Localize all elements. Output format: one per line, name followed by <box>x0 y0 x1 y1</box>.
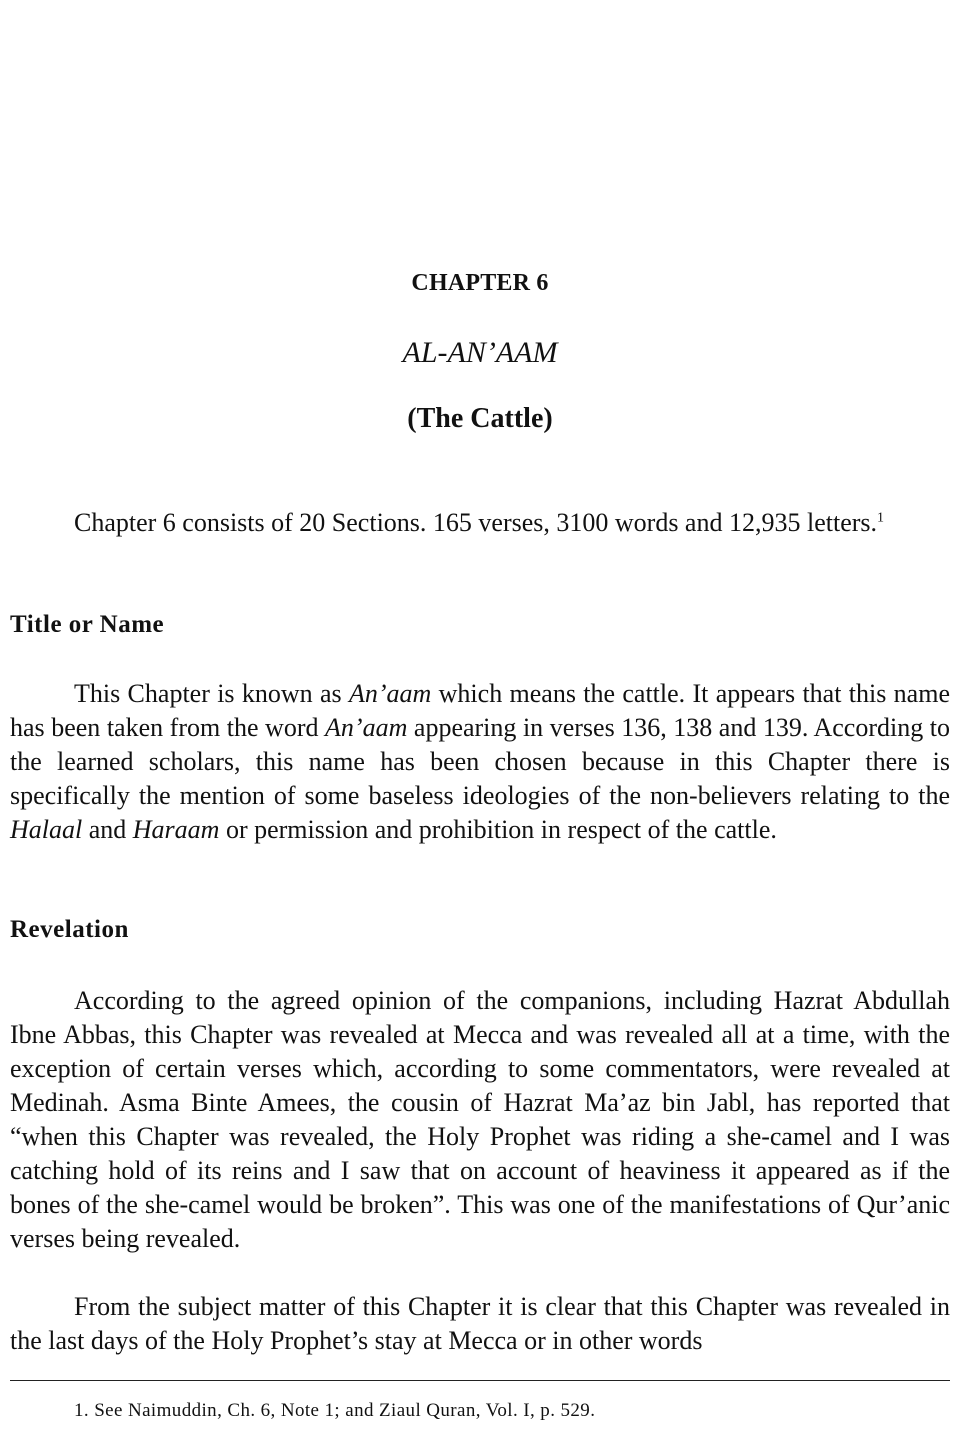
italic-term: An’aam <box>325 713 408 742</box>
text-run: or permission and prohibition in respect of the cattle. <box>219 815 777 844</box>
text-run: This Chapter is known as <box>74 679 349 708</box>
chapter-number: CHAPTER 6 <box>411 270 549 296</box>
footnote-reference: 1 <box>877 510 885 526</box>
chapter-subtitle: (The Cattle) <box>407 403 553 434</box>
intro-text: Chapter 6 consists of 20 Sections. 165 verses, 3100 words and 12,935 letters. <box>74 508 878 537</box>
footnote: 1. See Naimuddin, Ch. 6, Note 1; and Ziaul Quran, Vol. I, p. 529. <box>74 1400 596 1421</box>
footnote-divider <box>10 1380 950 1381</box>
italic-term: An’aam <box>348 679 432 708</box>
revelation-paragraph-2: From the subject matter of this Chapter it is clear that this Chapter was revealed in the last days of the Holy Prophet’s stay at Mecca or in other words <box>10 1292 950 1355</box>
revelation-paragraph-1: According to the agreed opinion of the companions, including Hazrat Abdullah Ibne Abbas, this Chapter was revealed at Mecca and was revealed all at a time, with the exception of certain verses which, according to some commentators, were revealed at Medinah. Asma Binte Amees, the cousin of Hazrat Ma’az bin Jabl, has reported that “when this Chapter was revealed, the Holy Prophet was riding a she-camel and I was catching hold of its reins and I saw that on account of heaviness it appeared as if the bones of the she-camel would be broken”. This was one of the manifestations of Qur’anic verses being revealed. <box>10 986 950 1253</box>
chapter-title: AL-AN’AAM <box>402 336 558 369</box>
section-heading-title-or-name: Title or Name <box>10 611 165 638</box>
italic-term: Haraam <box>132 815 220 844</box>
intro-paragraph <box>10 506 950 540</box>
text-run: appearing in verses 136, 138 and 139. According to the learned scholars, this name has been chosen because in this Chapter there is specifically the mention of some baseless ideologies of the non-believers relating to the <box>10 713 950 810</box>
italic-term: Halaal <box>10 815 83 844</box>
section-heading-revelation: Revelation <box>10 916 129 943</box>
text-run: and <box>82 815 133 844</box>
text-run: which means the cattle. It appears that this name has been taken from the word <box>10 679 950 742</box>
title-or-name-paragraph <box>10 677 950 847</box>
